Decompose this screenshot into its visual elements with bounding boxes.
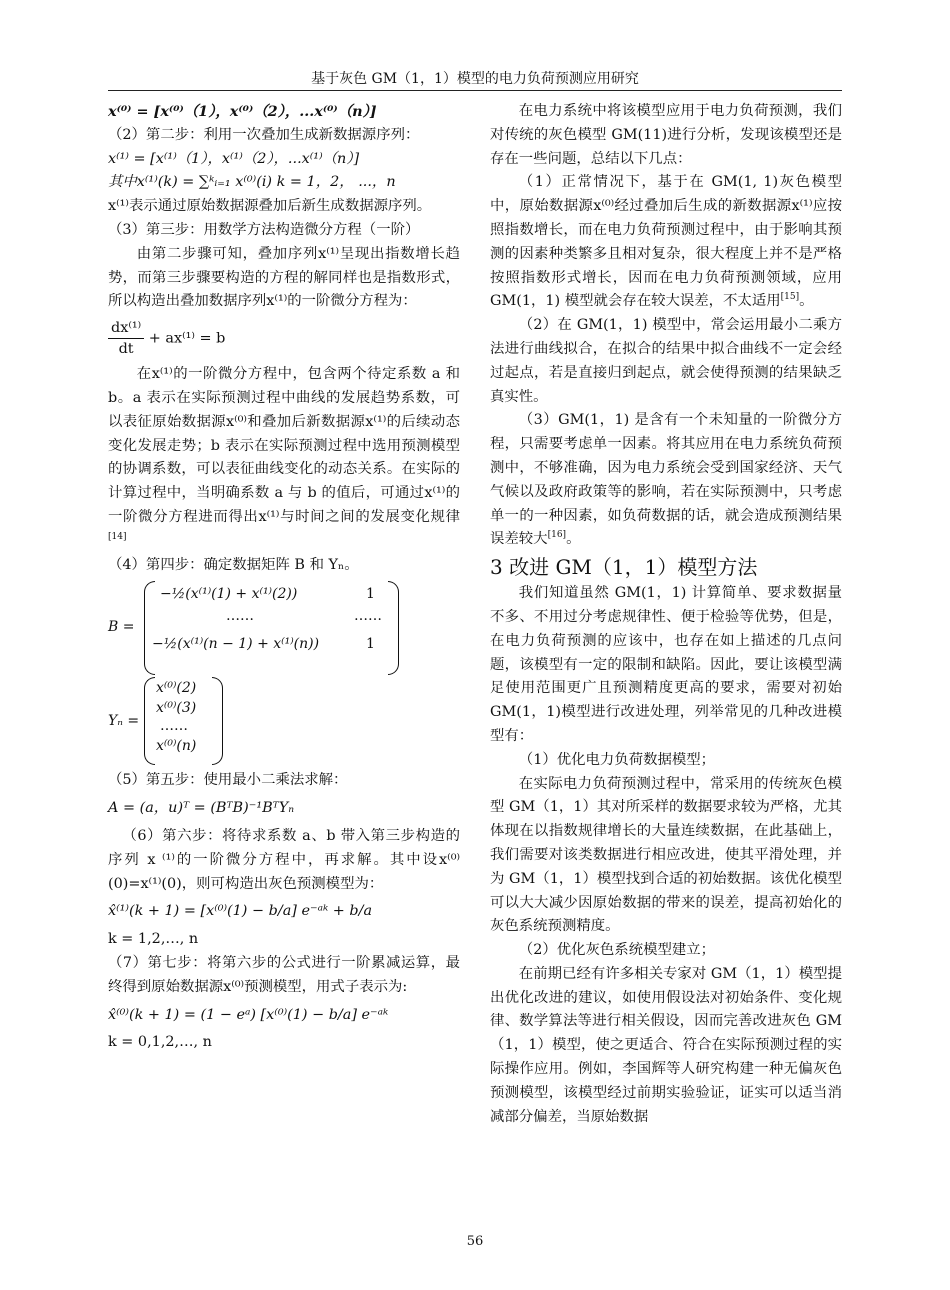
eq-least-squares: A = (a，u)ᵀ = (BᵀB)⁻¹BᵀYₙ xyxy=(108,800,295,817)
matrix-B-r3c2: 1 xyxy=(366,636,375,653)
eq-prediction: x̂⁽¹⁾(k + 1) = [x⁽⁰⁾(1) − b/a] e⁻ᵃᵏ + b/a xyxy=(108,903,373,920)
vector-Yn xyxy=(108,677,460,765)
citation-15: [15] xyxy=(780,292,800,303)
paragraph-issue-3 xyxy=(490,409,842,552)
eq-prediction-range: k = 1,2,…, n xyxy=(108,931,199,948)
vector-Yn-label: Yₙ = xyxy=(108,713,140,730)
eq-x0: x⁽⁰⁾ = [x⁽⁰⁾（1），x⁽⁰⁾（2），...x⁽⁰⁾（n）] xyxy=(108,103,377,120)
vector-Yn-left-bracket xyxy=(144,677,155,765)
matrix-B-r3c1: −½(x⁽¹⁾(n − 1) + x⁽¹⁾(n)) xyxy=(152,636,320,653)
matrix-B-right-bracket xyxy=(388,581,399,675)
matrix-B xyxy=(108,581,460,673)
header-rule xyxy=(108,90,842,91)
vector-Yn-2: x⁽⁰⁾(3) xyxy=(156,700,197,717)
eq-original-range: k = 0,1,2,…, n xyxy=(108,1034,212,1051)
coefficient-text: 在x⁽¹⁾的一阶微分方程中，包含两个待定系数 a 和 b。a 表示在实际预测过程中曲线的发展趋势系数，可以表征原始数据源x⁽⁰⁾和叠加后新数据源x⁽¹⁾的后续动态变化发展走势；b 表示在实际预测过程中选用预测模型的协调系数，可以表征曲线变化的动态关系。在实际的计算过程中，当明确系数 a 与 b 的值后，可通过x⁽¹⁾的一阶微分方程进而得出x⁽¹⁾与时间之间的发展变化规律 xyxy=(108,366,460,525)
de-denominator: dt xyxy=(118,341,134,358)
eq-x1: x⁽¹⁾ = [x⁽¹⁾（1），x⁽¹⁾（2），...x⁽¹⁾（n）] xyxy=(108,150,360,167)
step4-title: （4）第四步：确定数据矩阵 B 和 Yₙ。 xyxy=(108,556,359,573)
step5-title: （5）第五步：使用最小二乘法求解： xyxy=(108,772,348,789)
item-optimize-model: （2）优化灰色系统模型建立； xyxy=(518,942,716,959)
matrix-B-r2c2: …… xyxy=(354,608,382,625)
vector-Yn-4: x⁽⁰⁾(n) xyxy=(156,738,197,755)
paragraph-optimize-model: 在前期已经有许多相关专家对 GM（1，1）模型提出优化改进的建议，如使用假设法对初始条件、变化规律、数学算法等进行相关假设，因而完善改进灰色 GM（1，1）模型，使之更适合、符合在实际预测过程的实际操作应用。例如，李国辉等人研究构建一种无偏灰色预测模型，该模型经过前期实验验证，证实可以适当消减部分偏差，当原始数据 xyxy=(490,965,842,1125)
step6-paragraph: （6）第六步：将待求系数 a、b 带入第三步构造的序列 x ⁽¹⁾的一阶微分方程中，再求解。其中设x⁽⁰⁾(0)=x⁽¹⁾(0)，则可构造出灰色预测模型为： xyxy=(108,827,460,892)
citation-14: [14] xyxy=(108,531,127,542)
vector-Yn-1: x⁽⁰⁾(2) xyxy=(156,680,197,697)
x1-description: x⁽¹⁾表示通过原始数据源叠加后新生成数据源序列。 xyxy=(108,198,432,215)
differential-equation xyxy=(108,318,460,359)
de-numerator: dx⁽¹⁾ xyxy=(108,318,144,339)
section-3-heading: 3 改进 GM（1，1）模型方法 xyxy=(490,555,758,580)
paragraph-issue-1 xyxy=(490,171,842,314)
vector-Yn-right-bracket xyxy=(212,677,223,765)
paragraph-optimize-data: 在实际电力负荷预测过程中，常采用的传统灰色模型 GM（1，1）其对所采样的数据要求较为严格，尤其体现在以指数规律增长的大量连续数据，在此基础上，我们需要对该类数据进行相应改进，使其平滑处理，并为 GM（1，1）模型找到合适的初始数据。该优化模型可以大大减少因原始数据的带来的误差，提高初始化的灰色系统预测精度。 xyxy=(490,775,842,935)
paragraph-intro: 在电力系统中将该模型应用于电力负荷预测，我们对传统的灰色模型 GM(11)进行分析，发现该模型还是存在一些问题，总结以下几点： xyxy=(490,103,842,167)
matrix-B-r1c2: 1 xyxy=(366,586,375,603)
coefficient-paragraph xyxy=(108,363,460,553)
issue-3-text: （3）GM(1，1) 是含有一个未知量的一阶微分方程，只需要考虑单一因素。将其应用在电力系统负荷预测中，不够准确，因为电力系统会受到国家经济、天气气候以及政府政策等的影响，若在实际预测中，只考虑单一的一种因素，如负荷数据的话，就会造成预测结果误差较大 xyxy=(490,412,842,548)
de-fraction xyxy=(108,318,144,359)
de-rest: + ax⁽¹⁾ = b xyxy=(148,330,226,347)
issue-3-end: 。 xyxy=(566,531,581,548)
step2-title: （2）第二步：利用一次叠加生成新数据源序列： xyxy=(108,126,420,143)
eq-original-model: x̂⁽⁰⁾(k + 1) = (1 − eᵃ) [x⁽⁰⁾(1) − b/a] e⁻ᵃᵏ xyxy=(108,1006,389,1023)
matrix-B-left-bracket xyxy=(144,581,155,675)
running-header: 基于灰色 GM（1，1）模型的电力负荷预测应用研究 xyxy=(311,71,639,87)
page-number: 56 xyxy=(466,1234,484,1249)
issue-1-end: 。 xyxy=(799,293,814,310)
item-optimize-data: （1）优化电力负荷数据模型； xyxy=(518,751,716,768)
paragraph-issue-2: （2）在 GM(1，1) 模型中，常会运用最小二乘方法进行曲线拟合，在拟合的结果中拟合曲线不一定会经过起点，若是直接归到起点，就会使得预测的结果缺乏真实性。 xyxy=(490,317,842,405)
step3-title: （3）第三步：用数学方法构造微分方程（一阶） xyxy=(108,221,420,238)
left-column xyxy=(108,100,460,1055)
paragraph-improve-intro: 我们知道虽然 GM(1，1) 计算简单、要求数据量不多、不用过分考虑规律性、便于检验等优势，但是，在电力负荷预测的应该中，也存在如上描述的几点问题，该模型有一定的限制和缺陷。因此，要让该模型满足使用范围更广且预测精度更高的要求，需要对初始 GM(1，1)模型进行改进处理，列举常见的几种改进模型有： xyxy=(490,585,842,744)
matrix-B-label: B = xyxy=(108,619,135,636)
issue-1-text: （1）正常情况下，基于在 GM(1, 1)灰色模型中，原始数据源x⁽⁰⁾经过叠加后生成的新数据源x⁽¹⁾应按照指数增长，而在电力负荷预测过程中，由于影响其预测的因素种类繁多且相对复杂，很大程度上并不是严格按照指数形式增长，因而在电力负荷预测领域，应用 GM(1，1) 模型就会存在较大误差，不太适用 xyxy=(490,174,842,310)
matrix-B-r1c1: −½(x⁽¹⁾(1) + x⁽¹⁾(2)) xyxy=(160,586,298,603)
step7-paragraph: （7）第七步：将第六步的公式进行一阶累减运算，最终得到原始数据源x⁽⁰⁾预测模型，用式子表示为: xyxy=(108,954,460,995)
right-column xyxy=(490,100,842,1129)
citation-16: [16] xyxy=(547,530,567,541)
matrix-B-r2c1: …… xyxy=(226,608,254,625)
step3-paragraph: 由第二步骤可知，叠加序列x⁽¹⁾呈现出指数增长趋势，而第三步骤要构造的方程的解同样也是指数形式，所以构造出叠加数据序列x⁽¹⁾的一阶微分方程为： xyxy=(108,245,460,310)
vector-Yn-3: …… xyxy=(160,718,188,735)
eq-sum-definition: 其中x⁽¹⁾(k) = ∑ᵏᵢ₌₁ x⁽⁰⁾(i) k = 1，2， ...，n xyxy=(108,174,396,191)
